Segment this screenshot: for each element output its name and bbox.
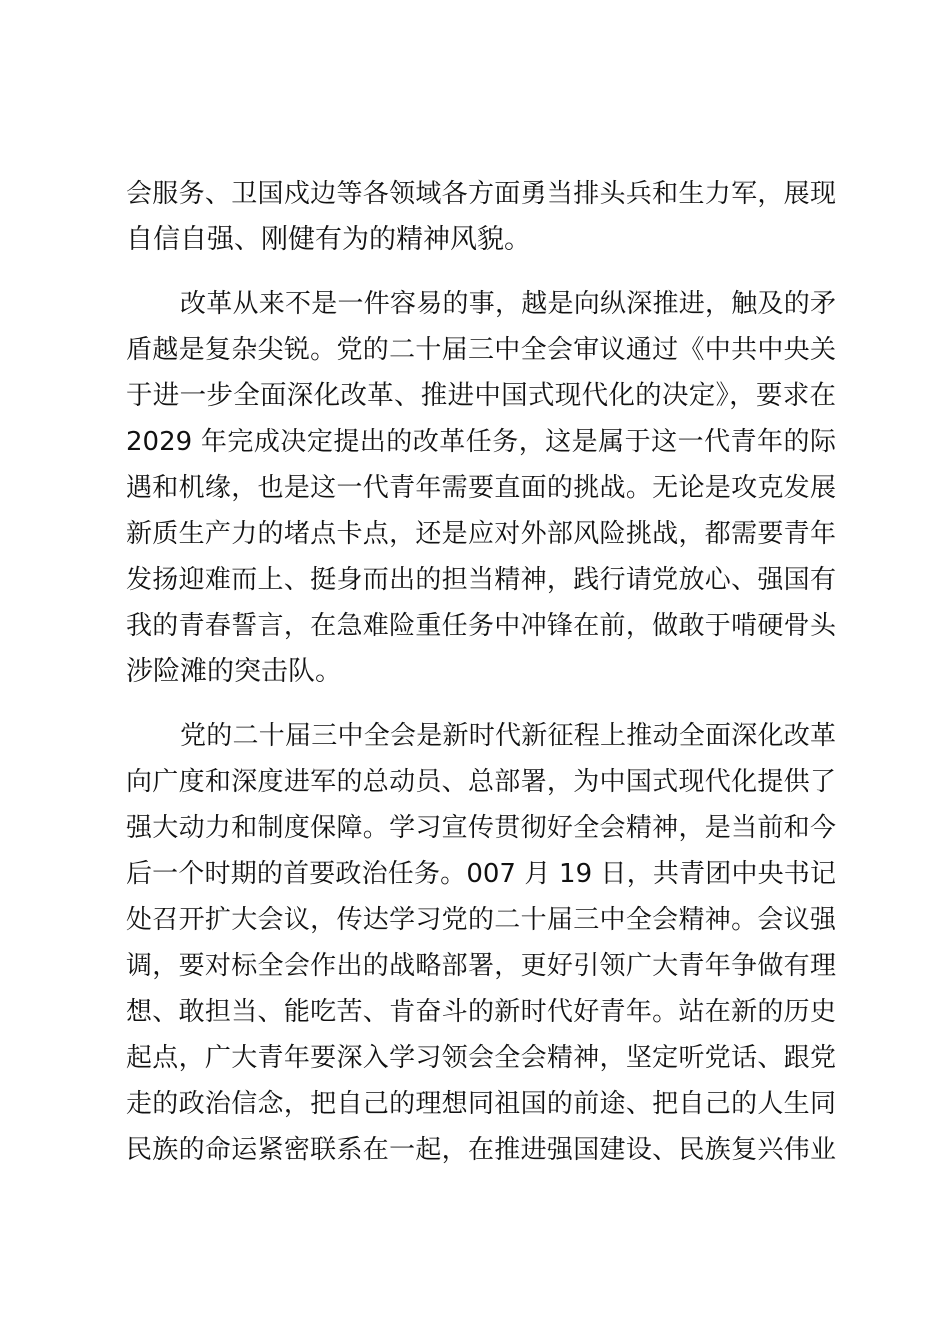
paragraph-1-line-1: 会服务、卫国戍边等各领域各方面勇当排头兵和生力军，展现: [126, 179, 836, 209]
paragraph-2-line-1: 改革从来不是一件容易的事，越是向纵深推进，触及的矛: [180, 289, 836, 319]
paragraph-3-line-5: 处召开扩大会议，传达学习党的二十届三中全会精神。会议强: [126, 905, 836, 935]
paragraph-2-line-6: 新质生产力的堵点卡点，还是应对外部风险挑战，都需要青年: [126, 519, 836, 549]
paragraph-3-line-4: 后一个时期的首要政治任务。007 月 19 日，共青团中央书记: [126, 859, 836, 889]
paragraph-2-line-4: 2029 年完成决定提出的改革任务，这是属于这一代青年的际: [126, 427, 836, 457]
paragraph-2-line-2: 盾越是复杂尖锐。党的二十届三中全会审议通过《中共中央关: [126, 335, 836, 365]
paragraph-3-line-6: 调，要对标全会作出的战略部署，更好引领广大青年争做有理: [126, 951, 836, 981]
paragraph-3-line-10: 民族的命运紧密联系在一起，在推进强国建设、民族复兴伟业: [126, 1135, 836, 1165]
paragraph-2-line-8: 我的青春誓言，在急难险重任务中冲锋在前，做敢于啃硬骨头: [126, 611, 836, 641]
paragraph-1-line-2: 自信自强、刚健有为的精神风貌。: [126, 224, 531, 255]
paragraph-2-line-9: 涉险滩的突击队。: [126, 656, 342, 687]
paragraph-3-line-3: 强大动力和制度保障。学习宣传贯彻好全会精神，是当前和今: [126, 813, 836, 843]
paragraph-2-line-3: 于进一步全面深化改革、推进中国式现代化的决定》，要求在: [126, 380, 836, 411]
paragraph-3-line-1: 党的二十届三中全会是新时代新征程上推动全面深化改革: [180, 721, 836, 751]
paragraph-3-line-9: 走的政治信念，把自己的理想同祖国的前途、把自己的人生同: [126, 1089, 836, 1119]
paragraph-2-line-7: 发扬迎难而上、挺身而出的担当精神，践行请党放心、强国有: [126, 565, 836, 595]
paragraph-2-line-5: 遇和机缘，也是这一代青年需要直面的挑战。无论是攻克发展: [126, 473, 836, 503]
paragraph-3-line-8: 起点，广大青年要深入学习领会全会精神，坚定听党话、跟党: [126, 1043, 836, 1073]
paragraph-3-line-7: 想、敢担当、能吃苦、肯奋斗的新时代好青年。站在新的历史: [126, 997, 836, 1027]
paragraph-3-line-2: 向广度和深度进军的总动员、总部署，为中国式现代化提供了: [126, 767, 836, 797]
